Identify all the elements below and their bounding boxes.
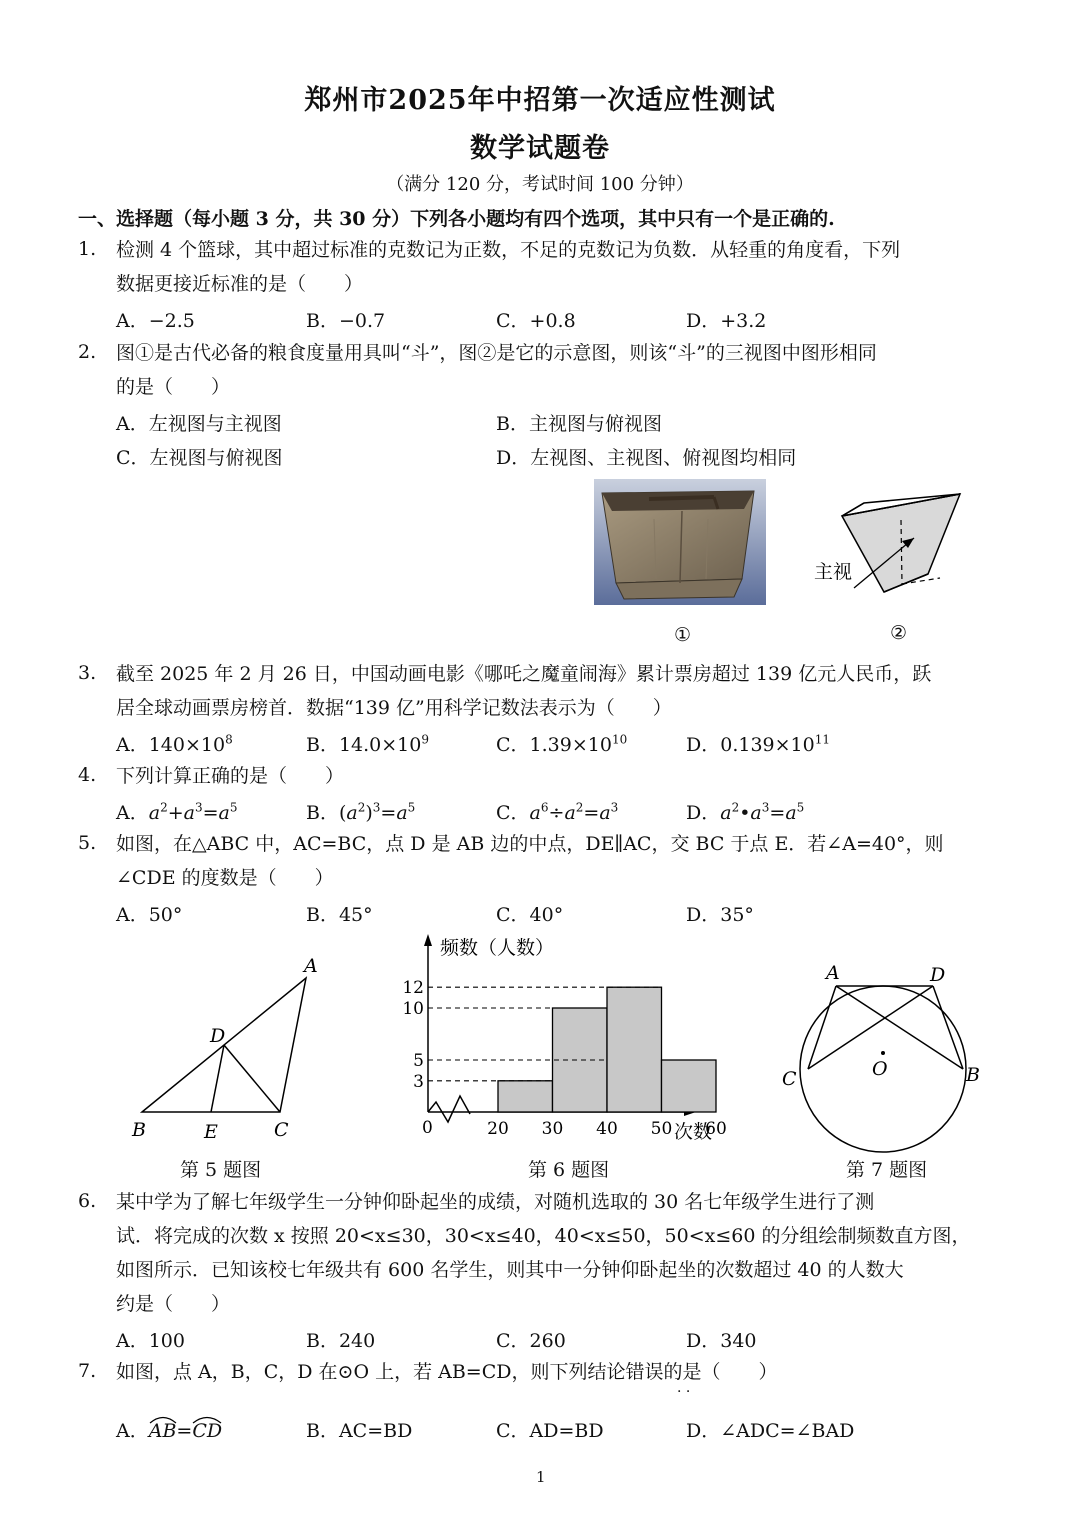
option-c[interactable]: C．260	[496, 1330, 566, 1352]
dou-diagram-figure	[810, 488, 970, 608]
question-text: 数据更接近标准的是（ ）	[116, 273, 364, 295]
option-a[interactable]: A．左视图与主视图	[116, 413, 282, 435]
page-title: 郑州市2025年中招第一次适应性测试	[304, 85, 776, 116]
histogram-bar	[607, 987, 662, 1112]
figure-6-histogram	[400, 928, 730, 1148]
option-d[interactable]: D．+3.2	[686, 310, 767, 332]
y-tick-label: 12	[402, 978, 424, 999]
histogram-bar	[553, 1008, 608, 1112]
option-c[interactable]: C．+0.8	[496, 310, 576, 332]
option-a[interactable]: A．$a^2+a^3=a^5$	[116, 800, 238, 824]
x-axis-title: 次数	[674, 1121, 713, 1143]
point-d-label: D	[210, 1025, 226, 1047]
figure-6-caption: 第 6 题图	[528, 1159, 610, 1181]
histogram-bar	[662, 1060, 717, 1112]
question-number: 3.	[78, 662, 97, 684]
question-text: ∠CDE 的度数是（ ）	[116, 867, 334, 889]
option-a[interactable]: A．AB =CD	[116, 1416, 222, 1443]
option-b[interactable]: B．AC=BD	[306, 1420, 413, 1442]
option-c[interactable]: C．$1.39\times 10^{10}$	[496, 732, 628, 756]
option-b[interactable]: B．240	[306, 1330, 376, 1352]
option-c[interactable]: C．$a^6\div a^2=a^3$	[496, 800, 619, 824]
figure-label-1: ①	[674, 624, 692, 646]
x-tick-label: 50	[650, 1119, 673, 1139]
y-tick-label: 5	[413, 1051, 424, 1071]
question-number: 6.	[78, 1190, 97, 1212]
figure-7-circle	[770, 955, 1000, 1155]
question-number: 5.	[78, 832, 97, 854]
question-text: 的是（ ）	[116, 376, 231, 398]
page-number: 1	[536, 1468, 546, 1486]
y-tick-label: 3	[413, 1071, 424, 1092]
question-text: 居全球动画票房榜首．数据“139 亿”用科学记数法表示为（ ）	[116, 697, 672, 719]
point-d-label: D	[930, 964, 946, 986]
exam-info: （满分 120 分，考试时间 100 分钟）	[386, 174, 694, 195]
question-number: 7.	[78, 1360, 97, 1382]
option-d[interactable]: D．340	[686, 1330, 757, 1352]
axis-break	[428, 1096, 470, 1122]
option-d[interactable]: D．35°	[686, 904, 754, 926]
point-e-label: E	[204, 1121, 218, 1143]
option-a[interactable]: A．−2.5	[116, 310, 195, 332]
question-text: 如图所示．已知该校七年级共有 600 名学生，则其中一分钟仰卧起坐的次数超过 40 的人数大	[116, 1259, 904, 1281]
question-number: 1.	[78, 238, 97, 260]
option-a[interactable]: A．$140\times 10^8$	[116, 732, 233, 756]
x-tick-label: 20	[487, 1119, 509, 1139]
option-c[interactable]: C．AD=BD	[496, 1420, 604, 1442]
option-c[interactable]: C．40°	[496, 904, 564, 926]
question-text: 如图，在△ABC 中，AC=BC，点 D 是 AB 边的中点，DE∥AC，交 BC 于点 E．若∠A=40°，则	[116, 833, 944, 855]
point-c-label: C	[782, 1068, 797, 1090]
option-d[interactable]: D．左视图、主视图、俯视图均相同	[496, 447, 797, 469]
option-a[interactable]: A．100	[116, 1330, 185, 1352]
figure-5-caption: 第 5 题图	[180, 1159, 262, 1181]
page-subtitle-title: 数学试题卷	[470, 133, 610, 164]
question-text: 下列计算正确的是（ ）	[116, 765, 345, 787]
option-b[interactable]: B．$14.0\times 10^9$	[306, 732, 430, 756]
option-d[interactable]: D．$a^2•a^3=a^5$	[686, 800, 805, 824]
front-view-label: 主视	[814, 561, 853, 583]
option-b[interactable]: B．45°	[306, 904, 373, 926]
option-c[interactable]: C．左视图与俯视图	[116, 447, 283, 469]
question-text: 截至 2025 年 2 月 26 日，中国动画电影《哪吒之魔童闹海》累计票房超过 139 亿元人民币，跃	[116, 663, 932, 685]
figure-5-triangle	[120, 950, 330, 1146]
figure-label-2: ②	[890, 622, 908, 644]
x-tick-label: 40	[596, 1119, 618, 1139]
option-b[interactable]: B．主视图与俯视图	[496, 413, 662, 435]
figure-7-caption: 第 7 题图	[846, 1159, 928, 1181]
y-axis-title: 频数（人数）	[440, 937, 555, 959]
center-o-label: O	[872, 1058, 888, 1080]
question-text: 图①是古代必备的粮食度量用具叫“斗”，图②是它的示意图，则该“斗”的三视图中图形相同	[116, 342, 877, 364]
section-heading: 一、选择题（每小题 3 分，共 30 分）下列各小题均有四个选项，其中只有一个是正确的.	[78, 208, 835, 230]
option-d[interactable]: D．∠ADC=∠BAD	[686, 1420, 855, 1442]
question-number: 2.	[78, 341, 97, 363]
x-tick-label: 60	[705, 1119, 727, 1139]
point-b-label: B	[966, 1064, 980, 1086]
point-a-label: A	[826, 962, 840, 984]
x-tick-label: 30	[541, 1119, 564, 1139]
question-text: 约是（ ）	[116, 1293, 231, 1315]
y-tick-label: 10	[402, 999, 424, 1019]
option-a[interactable]: A．50°	[116, 904, 183, 926]
question-number: 4.	[78, 764, 97, 786]
option-d[interactable]: D．$0.139\times 10^{11}$	[686, 732, 831, 756]
point-c-label: C	[274, 1119, 289, 1141]
question-text: 检测 4 个篮球，其中超过标准的克数记为正数，不足的克数记为负数．从轻重的角度看，下列	[116, 239, 901, 261]
question-text: 试．将完成的次数 x 按照 20<x≤30，30<x≤40，40<x≤50，50<x≤60 的分组绘制频数直方图，	[116, 1225, 971, 1247]
option-b[interactable]: B．$(a^2)^3=a^5$	[306, 800, 416, 824]
dou-photo-figure	[594, 479, 766, 605]
question-text: 某中学为了解七年级学生一分钟仰卧起坐的成绩，对随机选取的 30 名七年级学生进行了测	[116, 1191, 875, 1213]
option-b[interactable]: B．−0.7	[306, 310, 386, 332]
emphasis-dots: · ·	[677, 1384, 691, 1400]
histogram-bar	[498, 1081, 553, 1112]
question-text: 如图，点 A，B，C，D 在⊙O 上，若 AB=CD，则下列结论错误的是（ ）	[116, 1361, 778, 1383]
origin-label: 0	[422, 1118, 433, 1138]
y-axis-arrow	[424, 934, 432, 946]
point-a-label: A	[304, 955, 318, 977]
point-b-label: B	[132, 1119, 146, 1141]
